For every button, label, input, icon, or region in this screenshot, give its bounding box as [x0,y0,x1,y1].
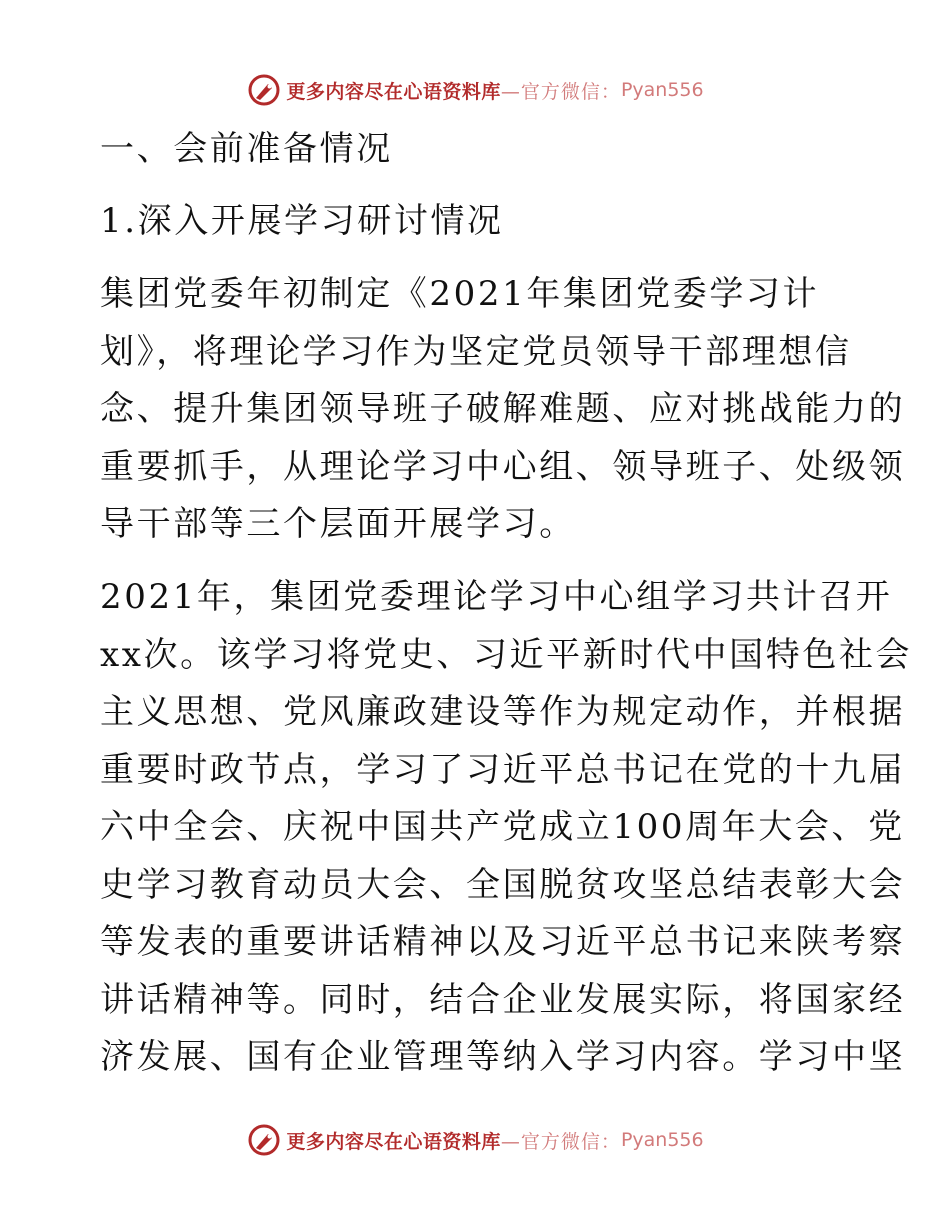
watermark-sub-text: —官方微信： [500,80,621,103]
paragraph-line: 集团党委年初制定《2021年集团党委学习计 [100,274,820,314]
paragraph-line: 六中全会、庆祝中国共产党成立100周年大会、党 [100,807,905,847]
watermark-id-text: Pyan556 [620,1129,704,1151]
paragraph-line: 史学习教育动员大会、全国脱贫攻坚总结表彰大会 [100,865,906,905]
paragraph-line: 济发展、国有企业管理等纳入学习内容。学习中坚 [100,1037,906,1077]
section-heading: 一、会前准备情况 [100,129,393,169]
paragraph-line: 主义思想、党风廉政建设等作为规定动作，并根据 [100,692,906,732]
paragraph-line: 等发表的重要讲话精神以及习近平总书记来陕考察 [100,922,906,962]
paragraph-line: 重要时政节点，学习了习近平总书记在党的十九届 [100,750,906,790]
watermark-main-text: 更多内容尽在心语资料库 [286,80,501,103]
paragraph-line: 导干部等三个层面开展学习。 [100,504,576,544]
watermark-main-text: 更多内容尽在心语资料库 [286,1130,501,1153]
watermark-sub-text: —官方微信： [500,1130,621,1153]
watermark-id-text: Pyan556 [620,79,704,101]
paragraph-line: 重要抓手，从理论学习中心组、领导班子、处级领 [100,447,906,487]
pen-nib-icon [246,72,282,108]
pen-nib-icon [246,1122,282,1158]
paragraph-line: 2021年，集团党委理论学习中心组学习共计召开 [100,577,893,617]
watermark-footer [0,1120,950,1160]
paragraph-line: 划》，将理论学习作为坚定党员领导干部理想信 [100,332,852,372]
paragraph-line: 念、提升集团领导班子破解难题、应对挑战能力的 [100,389,906,429]
subsection-heading: 1.深入开展学习研讨情况 [100,201,504,241]
watermark-header [0,70,950,110]
paragraph-line: xx次。该学习将党史、习近平新时代中国特色社会 [100,635,913,675]
paragraph-line: 讲话精神等。同时，结合企业发展实际，将国家经 [100,980,906,1020]
